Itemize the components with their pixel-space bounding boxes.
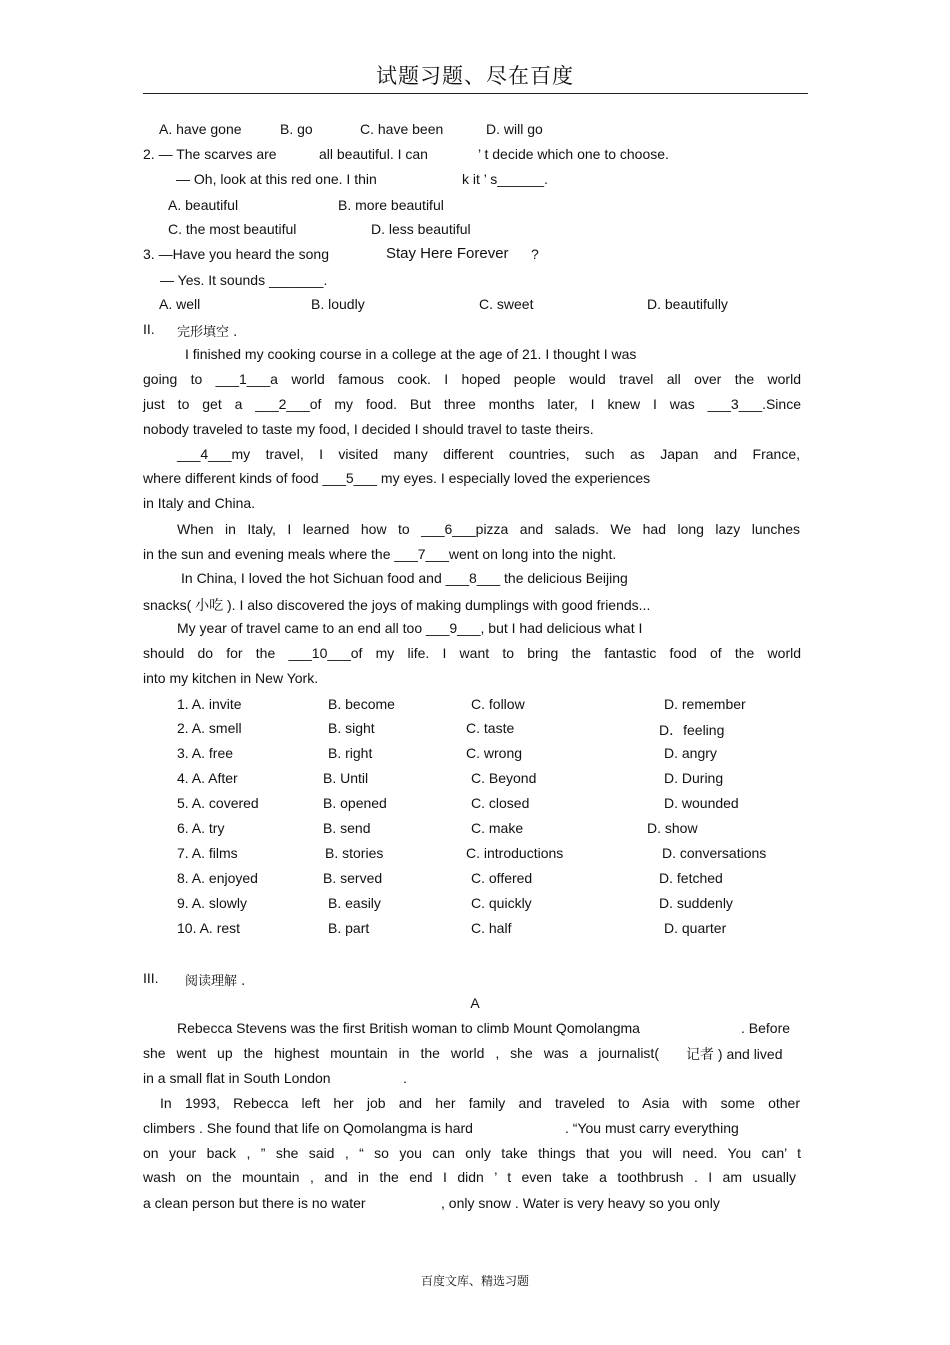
choice-8-d: D. fetched [659, 870, 723, 886]
passage3-line: In 1993, Rebecca left her job and her family and traveled to Asia with some other [160, 1095, 800, 1111]
passage3-line: , only snow . Water is very heavy so you only [441, 1195, 720, 1211]
q1-option-d: D. will go [486, 121, 543, 137]
page-header-title: 试题习题、尽在百度 [376, 64, 574, 88]
choice-2-c: C. taste [466, 720, 515, 736]
choice-9-b: B. easily [328, 895, 381, 911]
q2-line1-part3: ’ t decide which one to choose. [478, 146, 669, 162]
passage2-line: ___4___my travel, I visited many different countries, such as Japan and France, [177, 446, 800, 462]
passage2-line: In China, I loved the hot Sichuan food and ___8___ the delicious Beijing [181, 570, 628, 586]
section3-title: 阅读理解 . [185, 974, 246, 989]
passage2-line: in the sun and evening meals where the ___7___went on long into the night. [143, 546, 617, 562]
passage-label: A [470, 995, 480, 1011]
passage2-line: just to get a ___2___of my food. But three months later, I knew I was ___3___.Since [143, 396, 801, 412]
q1-option-a: A. have gone [159, 121, 242, 137]
choice-5-c: C. closed [471, 795, 530, 811]
passage2-line: into my kitchen in New York. [143, 670, 319, 686]
choice-5-d: D. wounded [664, 795, 739, 811]
choice-4-d: D. During [664, 770, 724, 786]
choice-1-c: C. follow [471, 696, 525, 712]
section2-title: 完形填空 . [177, 325, 238, 340]
q3-option-d: D. beautifully [647, 296, 728, 312]
q2-line1-part1: 2. — The scarves are [143, 146, 277, 162]
q3-option-b: B. loudly [311, 296, 365, 312]
choice-9-c: C. quickly [471, 895, 532, 911]
passage3-line: a clean person but there is no water [143, 1195, 366, 1211]
q2-line1-part2: all beautiful. I can [319, 146, 428, 162]
choice-4-b: B. Until [323, 770, 369, 786]
passage2-line: where different kinds of food ___5___ my eyes. I especially loved the experiences [143, 470, 651, 486]
choice-4-a: 4. A. After [177, 770, 238, 786]
q2-line2-part1: — Oh, look at this red one. I thin [176, 171, 377, 187]
choice-1-b: B. become [328, 696, 395, 712]
passage3-line: on your back , ” she said , “ so you can only take things that you will need. You can’ t [143, 1145, 801, 1161]
choice-7-b: B. stories [325, 845, 384, 861]
choice-3-a: 3. A. free [177, 745, 234, 761]
choice-6-c: C. make [471, 820, 524, 836]
choice-9-d: D. suddenly [659, 895, 733, 911]
choice-2-d: D．feeling [659, 722, 725, 738]
q2-option-a: A. beautiful [168, 197, 239, 213]
q2-option-d: D. less beautiful [371, 221, 471, 237]
section3-number: III. [143, 970, 159, 986]
section2-number: II. [143, 321, 155, 337]
passage3-line: wash on the mountain , and in the end I didn ’ t even take a toothbrush . I am usually [143, 1169, 796, 1185]
q2-line2-part2: k it ’ s______. [462, 171, 548, 187]
choice-2-a: 2. A. smell [177, 720, 242, 736]
choice-10-a: 10. A. rest [177, 920, 241, 936]
passage3-line: climbers . She found that life on Qomolangma is hard [143, 1120, 473, 1136]
q3-line2: — Yes. It sounds _______. [160, 272, 328, 288]
choice-6-d: D. show [647, 820, 698, 836]
passage2-line: snacks( 小吃 ). I also discovered the joys of making dumplings with good friends... [143, 597, 651, 613]
choice-7-d: D. conversations [662, 845, 767, 861]
q3-line1-part1: 3. —Have you heard the song [143, 246, 330, 262]
choice-1-d: D. remember [664, 696, 746, 712]
passage3-line: 记者 ) and lived [686, 1046, 783, 1062]
choice-5-b: B. opened [323, 795, 387, 811]
choice-2-b: B. sight [328, 720, 375, 736]
q3-option-a: A. well [159, 296, 201, 312]
q3-line1-part3: ? [531, 246, 539, 262]
choice-4-c: C. Beyond [471, 770, 537, 786]
q3-option-c: C. sweet [479, 296, 534, 312]
choice-6-b: B. send [323, 820, 371, 836]
passage2-line: My year of travel came to an end all too ___9___, but I had delicious what I [177, 620, 643, 636]
choice-3-b: B. right [328, 745, 373, 761]
passage3-line: . Before [741, 1020, 791, 1036]
passage2-line: in Italy and China. [143, 495, 256, 511]
choice-8-c: C. offered [471, 870, 533, 886]
passage3-line: . [403, 1070, 407, 1086]
passage3-line: in a small flat in South London [143, 1070, 331, 1086]
passage3-line: Rebecca Stevens was the first British woman to climb Mount Qomolangma [177, 1020, 640, 1036]
q2-option-b: B. more beautiful [338, 197, 444, 213]
choice-7-c: C. introductions [466, 845, 564, 861]
choice-6-a: 6. A. try [177, 820, 225, 836]
q1-option-b: B. go [280, 121, 313, 137]
passage2-line: going to ___1___a world famous cook. I hoped people would travel all over the world [143, 371, 801, 387]
q3-song-title: Stay Here Forever [386, 245, 509, 262]
passage3-line: she went up the highest mountain in the world , she was a journalist( [143, 1045, 659, 1061]
passage2-line: When in Italy, I learned how to ___6___pizza and salads. We had long lazy lunches [177, 521, 800, 537]
choice-3-c: C. wrong [466, 745, 523, 761]
passage3-line: . “You must carry everything [565, 1120, 739, 1136]
choice-8-a: 8. A. enjoyed [177, 870, 258, 886]
page-footer: 百度文库、精选习题 [420, 1274, 529, 1288]
choice-8-b: B. served [323, 870, 383, 886]
choice-7-a: 7. A. films [177, 845, 238, 861]
choice-5-a: 5. A. covered [177, 795, 259, 811]
header-divider [143, 93, 808, 94]
passage2-line: should do for the ___10___of my life. I want to bring the fantastic food of the world [143, 645, 801, 661]
choice-10-c: C. half [471, 920, 512, 936]
passage2-line: I finished my cooking course in a college at the age of 21. I thought I was [185, 346, 637, 362]
choice-10-d: D. quarter [664, 920, 727, 936]
passage2-line: nobody traveled to taste my food, I decided I should travel to taste theirs. [143, 421, 594, 437]
choice-9-a: 9. A. slowly [177, 895, 248, 911]
choice-3-d: D. angry [664, 745, 717, 761]
q1-option-c: C. have been [360, 121, 444, 137]
choice-1-a: 1. A. invite [177, 696, 242, 712]
q2-option-c: C. the most beautiful [168, 221, 297, 237]
choice-10-b: B. part [328, 920, 370, 936]
